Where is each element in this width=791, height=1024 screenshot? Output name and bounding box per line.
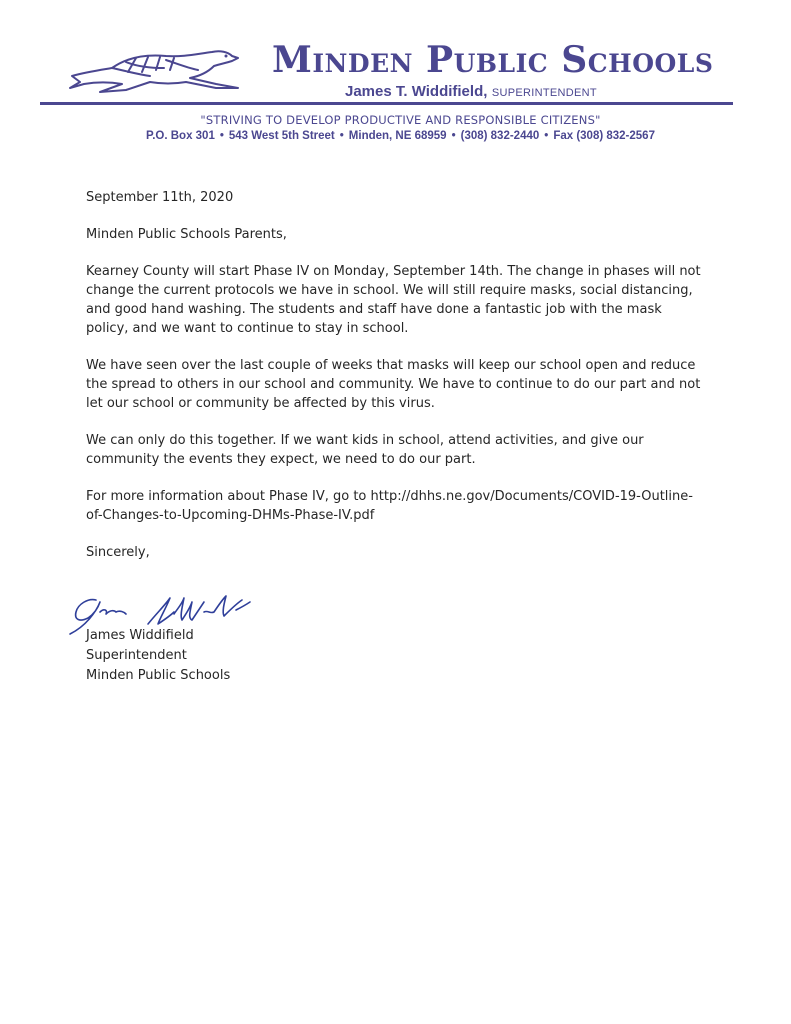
motto: "STRIVING TO DEVELOP PRODUCTIVE AND RESPONSIBLE CITIZENS" — [200, 113, 601, 127]
letter-paragraph: We have seen over the last couple of weeks that masks will keep our school open and reduce the spread to others in our school and community. We have to continue to do our part and not let our school or community be affected by this virus. — [86, 358, 701, 411]
letter-paragraph: We can only do this together. If we want kids in school, attend activities, and give our community the events they expect, we need to do our part. — [86, 433, 644, 467]
bullet-separator: • — [339, 130, 344, 142]
address-line — [0, 130, 791, 142]
letter-paragraph: For more information about Phase IV, go to http://dhhs.ne.gov/Documents/COVID-19-Outline-of-Changes-to-Upcoming-DHMs-Phase-IV.pdf — [86, 489, 693, 523]
letter-date: September 11th, 2020 — [86, 190, 234, 205]
bullet-separator: • — [219, 130, 224, 142]
greyhound-icon — [66, 46, 246, 94]
letter-paragraph: Kearney County will start Phase IV on Monday, September 14th. The change in phases will not change the current protocols we have in school. We will still require masks, social distancing, and good hand washing. The students and staff have done a fantastic job with the mask policy, and we want to continue to stay in school. — [86, 264, 701, 336]
signer-organization: Minden Public Schools — [86, 668, 231, 683]
superintendent-name: James T. Widdifield, — [345, 83, 488, 100]
signature-block — [86, 626, 230, 686]
signer-title: Superintendent — [86, 648, 187, 663]
superintendent-title: SUPERINTENDENT — [491, 87, 597, 99]
school-name: Minden Public Schools — [272, 39, 714, 81]
letter-closing: Sincerely, — [86, 545, 150, 560]
street-address: 543 West 5th Street — [228, 130, 335, 142]
bullet-separator: • — [451, 130, 456, 142]
letter-body — [86, 188, 706, 580]
superintendent-line — [345, 83, 597, 101]
city-state-zip: Minden, NE 68959 — [348, 130, 447, 142]
letterhead-divider — [40, 102, 733, 105]
phone-number: (308) 832-2440 — [460, 130, 540, 142]
po-box: P.O. Box 301 — [146, 130, 215, 142]
letterhead — [0, 0, 791, 150]
signer-name: James Widdifield — [86, 628, 194, 643]
fax-number: Fax (308) 832-2567 — [553, 130, 655, 142]
bullet-separator: • — [544, 130, 549, 142]
letter-salutation: Minden Public Schools Parents, — [86, 227, 287, 242]
